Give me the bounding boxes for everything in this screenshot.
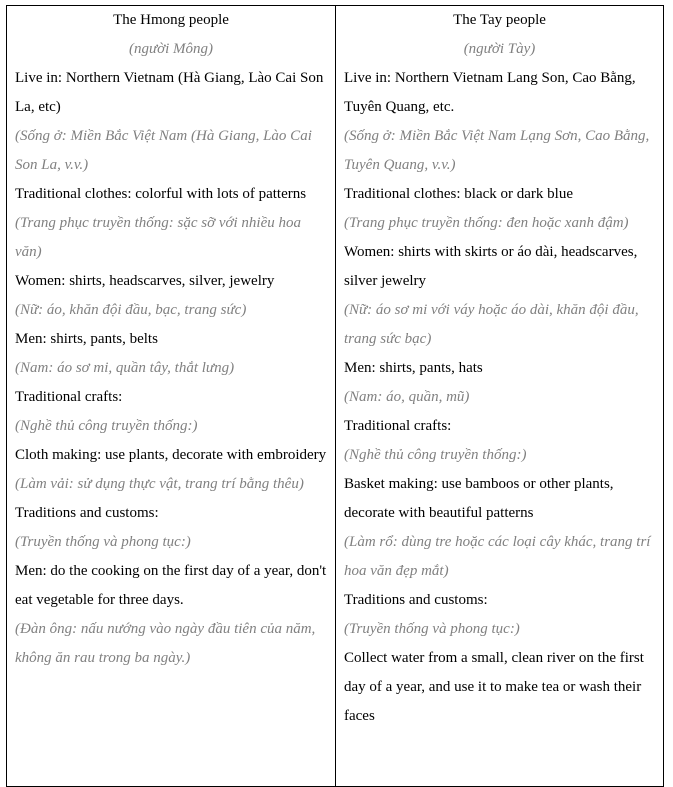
vietnamese-translation: (Truyền thống và phong tục:)	[15, 534, 191, 550]
vietnamese-translation: (Nghề thủ công truyền thống:)	[344, 447, 527, 463]
english-text: Cloth making: use plants, decorate with embroidery	[15, 447, 327, 463]
column-title: The Hmong people	[113, 12, 229, 28]
vietnamese-translation: (Truyền thống và phong tục:)	[344, 621, 520, 637]
vietnamese-translation: (Nữ: áo, khăn đội đầu, bạc, trang sức)	[15, 302, 247, 318]
column-title: The Tay people	[453, 12, 546, 28]
vietnamese-translation: (Sống ở: Miền Bắc Việt Nam Lạng Sơn, Cao Bằng, Tuyên Quang, v.v.)	[344, 128, 650, 173]
vietnamese-translation: (Nam: áo, quần, mũ)	[344, 389, 470, 405]
english-text: Live in: Northern Vietnam (Hà Giang, Lào Cai Son La, etc)	[15, 70, 324, 115]
vietnamese-translation: (Làm vải: sử dụng thực vật, trang trí bằng thêu)	[15, 476, 304, 492]
comparison-table	[6, 5, 664, 787]
hmong-column	[7, 6, 335, 786]
english-text: Traditional crafts:	[15, 389, 123, 405]
vietnamese-translation: (Đàn ông: nấu nướng vào ngày đầu tiên của năm, không ăn rau trong ba ngày.)	[15, 621, 316, 666]
paragraph-list	[15, 64, 327, 673]
english-text: Men: shirts, pants, belts	[15, 331, 158, 347]
english-text: Men: shirts, pants, hats	[344, 360, 483, 376]
vietnamese-translation: (Làm rổ: dùng tre hoặc các loại cây khác, trang trí hoa văn đẹp mắt)	[344, 534, 651, 579]
vietnamese-translation: (Trang phục truyền thống: đen hoặc xanh đậm)	[344, 215, 629, 231]
english-text: Traditional clothes: black or dark blue	[344, 186, 573, 202]
column-subtitle: (người Tày)	[463, 41, 536, 57]
column-subtitle: (người Mông)	[128, 41, 214, 57]
tay-column	[335, 6, 663, 786]
english-text: Basket making: use bamboos or other plants, decorate with beautiful patterns	[344, 476, 614, 521]
english-text: Traditional clothes: colorful with lots of patterns	[15, 186, 307, 202]
vietnamese-translation: (Nam: áo sơ mi, quần tây, thắt lưng)	[15, 360, 235, 376]
english-text: Men: do the cooking on the first day of a year, don't eat vegetable for three days.	[15, 563, 327, 608]
vietnamese-translation: (Sống ở: Miền Bắc Việt Nam (Hà Giang, Lào Cai Son La, v.v.)	[15, 128, 312, 173]
english-text: Traditional crafts:	[344, 418, 452, 434]
english-text: Traditions and customs:	[15, 505, 159, 521]
vietnamese-translation: (Nữ: áo sơ mi với váy hoặc áo dài, khăn đội đầu, trang sức bạc)	[344, 302, 639, 347]
paragraph-list	[344, 64, 655, 731]
english-text: Women: shirts with skirts or áo dài, headscarves, silver jewelry	[344, 244, 638, 289]
vietnamese-translation: (Nghề thủ công truyền thống:)	[15, 418, 198, 434]
english-text: Collect water from a small, clean river on the first day of a year, and use it to make tea or wash their faces	[344, 650, 644, 724]
english-text: Traditions and customs:	[344, 592, 488, 608]
vietnamese-translation: (Trang phục truyền thống: sặc sỡ với nhiều hoa văn)	[15, 215, 301, 260]
english-text: Live in: Northern Vietnam Lang Son, Cao Bằng, Tuyên Quang, etc.	[344, 70, 636, 115]
english-text: Women: shirts, headscarves, silver, jewelry	[15, 273, 275, 289]
